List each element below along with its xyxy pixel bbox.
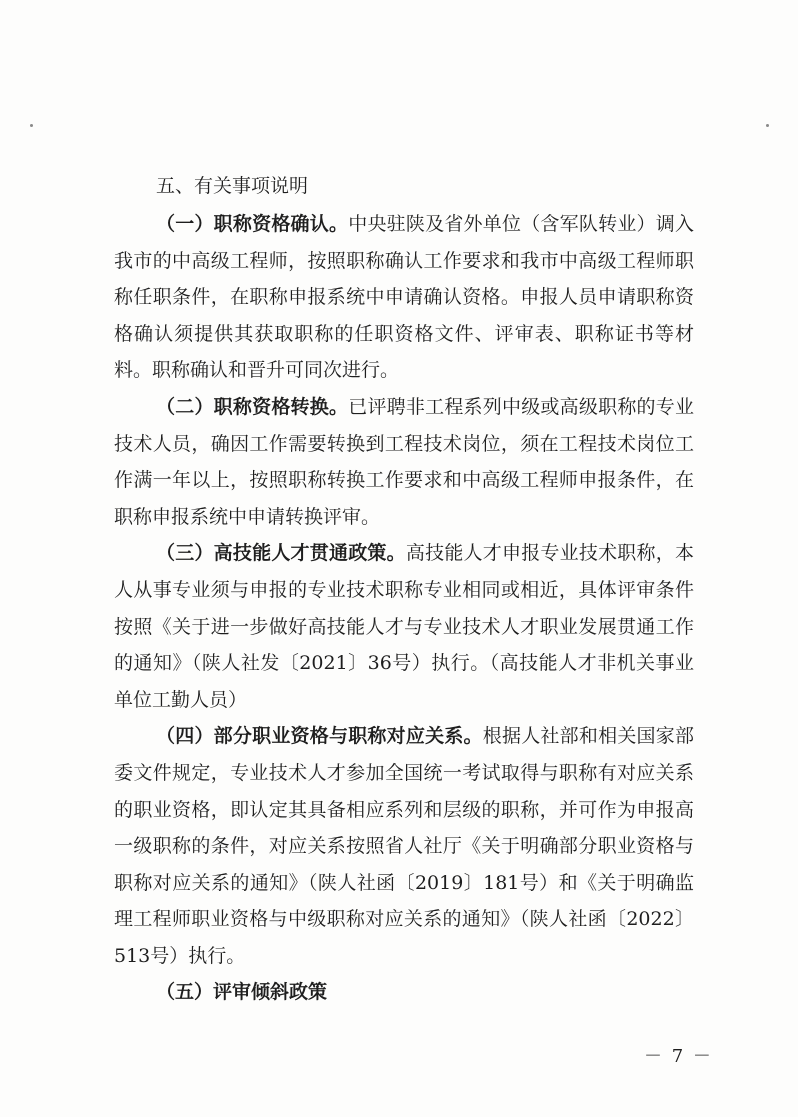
paragraph-skilled-talent-policy xyxy=(114,535,694,718)
page-number: － 7 － xyxy=(644,1046,713,1067)
section-heading: 五、有关事项说明 xyxy=(156,175,309,197)
scan-mark-left xyxy=(30,124,33,127)
paragraph-qualification-correspondence xyxy=(114,718,694,974)
paragraph-lead: （一）职称资格确认。 xyxy=(156,213,349,235)
paragraph-lead: （二）职称资格转换。 xyxy=(156,395,349,418)
paragraph-title-conversion xyxy=(114,389,694,535)
paragraph-title-confirmation xyxy=(114,206,694,389)
document-body xyxy=(114,168,694,1011)
paragraph-lead: （五）评审倾斜政策 xyxy=(156,981,328,1004)
paragraph-lead: （三）高技能人才贯通政策。 xyxy=(156,542,406,565)
paragraph-body: 中央驻陕及省外单位（含军队转业）调入我市的中高级工程师，按照职称确认工作要求和我市中高级工程师职称任职条件，在职称申报系统中申请确认资格。申报人员申请职称资格确认须提供其获取职称的任职资格文件、评审表、职称证书等材料。职称确认和晋升可同次进行。 xyxy=(114,213,694,382)
scan-mark-right xyxy=(766,124,769,127)
paragraph-body: 高技能人才申报专业技术职称，本人从事专业须与申报的专业技术职称专业相同或相近，具体评审条件按照《关于进一步做好高技能人才与专业技术人才职业发展贯通工作的通知》（陕人社发〔2021〕36号）执行。（高技能人才非机关事业单位工勤人员） xyxy=(114,542,694,711)
paragraph-lead: （四）部分职业资格与职称对应关系。 xyxy=(156,725,483,748)
paragraph-body: 根据人社部和相关国家部委文件规定，专业技术人才参加全国统一考试取得与职称有对应关系的职业资格，即认定其具备相应系列和层级的职称，并可作为申报高一级职称的条件，对应关系按照省人社厅《关于明确部分职业资格与职称对应关系的通知》（陕人社函〔2019〕181号）和《关于明确监理工程师职业资格与中级职称对应关系的通知》（陕人社函〔2022〕513号）执行。 xyxy=(114,725,694,967)
paragraph-body: 已评聘非工程系列中级或高级职称的专业技术人员，确因工作需要转换到工程技术岗位，须在工程技术岗位工作满一年以上，按照职称转换工作要求和中高级工程师申报条件，在职称申报系统中申请转换评审。 xyxy=(114,395,694,528)
paragraph-review-preference xyxy=(114,974,694,1011)
